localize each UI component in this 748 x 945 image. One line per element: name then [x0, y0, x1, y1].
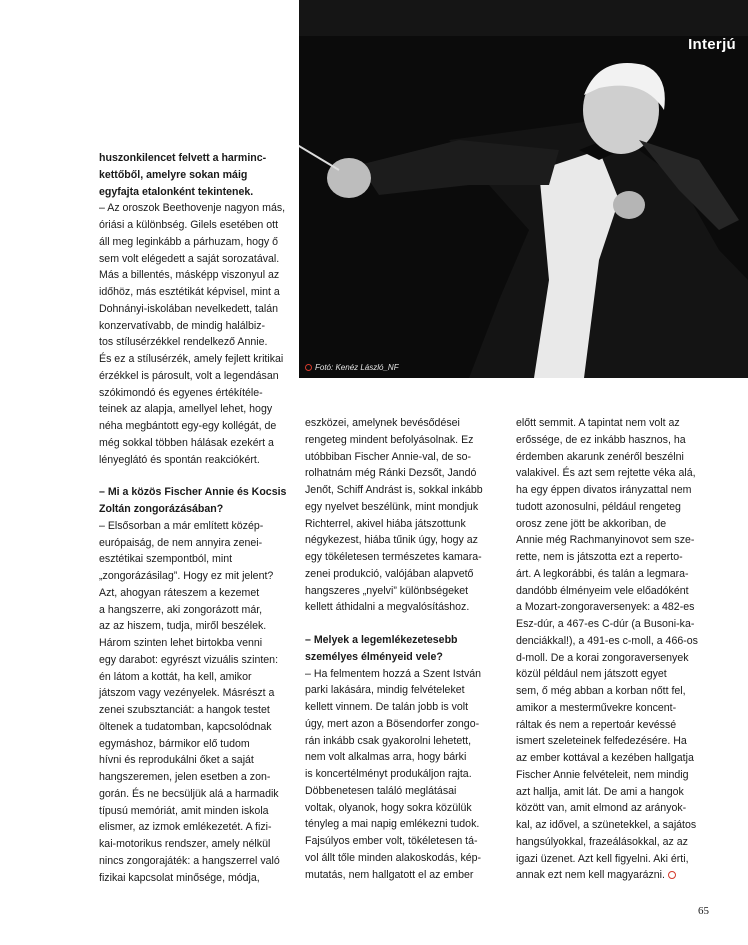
bullet-ring-icon: [305, 364, 312, 371]
answer-text: előtt semmit. A tapintat nem volt az erőssége, de ez inkább hasznos, ha érdemben akarunk zenéről beszélni valakivel. És azt sem rejtette véka alá, ha egy éppen divatos irányzattal nem tudott azonosulni, például rengeteg orosz zene jött be akkoriban, de Annie még Rachmanyinovot sem sze- rette, nem is játszotta ezt a reperto- árt. A legkorábbi, és talán a legmara- dandóbb élményeim vele előadóként a Mozart-zongoraversenyek: a 482-es Esz-dúr, a 467-es C-dúr (a Busoni-ka- denciákkal!), a 491-es c-moll, a 466-os d-moll. De a korai zongoraversenyek közül például nem játszott egyet sem, ő még abban a korban nőtt fel, amikor a mesterművekre koncent- ráltak és nem a repertoár kevéssé ismert szeleteinek felfedezésére. Ha az ember kottával a kezében hallgatja Fischer Annie felvételeit, nem mindig azt hallja, amit lát. De ami a hangok között van, amit elmond az arányok- kal, az idővel, a szünetekkel, a sajátos hangsúlyokkal, frazeálásokkal, az az igazi üzenet. Azt kell figyelni. Aki érti, annak ezt nem kell magyarázni.: [516, 417, 698, 882]
conductor-illustration: [299, 0, 748, 378]
answer-paragraph: eszközei, amelynek bevésődései rengeteg mindent befolyásolnak. Ez utóbbiban Fischer Annie-val, de so- rolhatnám még Ránki Dezsőt, Jandó Jenőt, Schiff Andrást is, sokkal inkább egy nyelvet beszélünk, mint mondjuk Richterrel, akivel hiába játszottunk négykezest, hiába tűnik úgy, hogy az egy tökéletesen természetes kamara- zenei produkció, valójában alapvető hangszeres „nyelvi” különbségeket kellett áthidalni a megvalósításhoz.: [305, 417, 483, 614]
photo-credit-text: Fotó: Kenéz László_NF: [315, 363, 399, 372]
text-column-2: [305, 415, 505, 883]
text-column-3: [516, 415, 721, 884]
end-mark-icon: [668, 871, 676, 879]
answer-paragraph: – Az oroszok Beethovenje nagyon más, óriási a különbség. Gilels esetében ott áll meg leginkább a párhuzam, hogy ő sem volt elégedett a saját sorozatával. Más a billentés, másképp viszonyul az időhöz, más esztétikát képvisel, mint a Dohnányi-iskolában nevelkedett, talán konzervatívabb, de mindig halálbiz- tos stílusérzékkel rendelkező Annie. És ez a stílusérzék, amely fejlett kritikai érzékkel is párosult, volt a legendásan szókimondó és egyenes értékítéle- teinek az alapja, amellyel lehet, hogy néha megbántott egy-egy kollégát, de még sokkal többen hálásak ezekért a lényeglátó és spontán reakciókért.: [99, 202, 286, 466]
answer-paragraph: – Elsősorban a már említett közép- európaiság, de nem annyira zenei- esztétikai szempontból, mint „zongorázásilag”. Hogy ez mit jelent? Azt, ahogyan ráteszem a kezemet a hangszerre, aki zongorázott már, az az hiszem, tudja, miről beszélek. Három szinten lehet birtokba venni egy darabot: egyrészt vizuális szinten: én látom a kottát, ha kell, amikor játszom vagy vezényelek. Másrészt a zenei szubsztanciát: a hangok testet öltenek a tudatomban, kapcsolódnak egymáshoz, bármikor elő tudom hívni és reprodukálni őket a saját hangszeremen, jelen esetben a zon- gorán. És ne becsüljük alá a harmadik típusú memóriát, amit minden iskola elismer, az izmok emlékezetét. A fizi- kai-motorikus rendszer, amely nélkül nincs zongorajáték: a hangszerrel való fizikai kapcsolat minősége, módja,: [99, 519, 280, 884]
photo-credit: [305, 363, 399, 372]
page-number: 65: [698, 905, 709, 917]
section-label: Interjú: [688, 36, 736, 53]
conductor-photo: [299, 0, 748, 378]
answer-paragraph: [516, 415, 721, 884]
interview-question: – Mi a közös Fischer Annie és Kocsis Zoltán zongorázásában?: [99, 486, 287, 515]
lead-question-end: huszonkilencet felvett a harminc- kettőből, amelyre sokan máig egyfajta etalonként tekintenek.: [99, 152, 267, 198]
text-column-1: [99, 150, 297, 886]
answer-paragraph: – Ha felmentem hozzá a Szent István parki lakására, mindig felvételeket kellett vinnem. De talán jobb is volt úgy, mert azon a Bösendorfer zongo- rán inkább csak gyakorolni lehetett, nem volt alkalmas arra, hogy bárki is koncertélményt produkáljon rajta. Döbbenetesen találó meglátásai voltak, olyanok, hogy sokra közülük tényleg a mai napig emlékezni tudok. Fajsúlyos ember volt, tökéletesen tá- vol állt tőle minden alakoskodás, kép- mutatás, nem hallgatott el az ember: [305, 667, 482, 881]
interview-question: – Melyek a legemlékezetesebb személyes élményeid vele?: [305, 634, 458, 663]
